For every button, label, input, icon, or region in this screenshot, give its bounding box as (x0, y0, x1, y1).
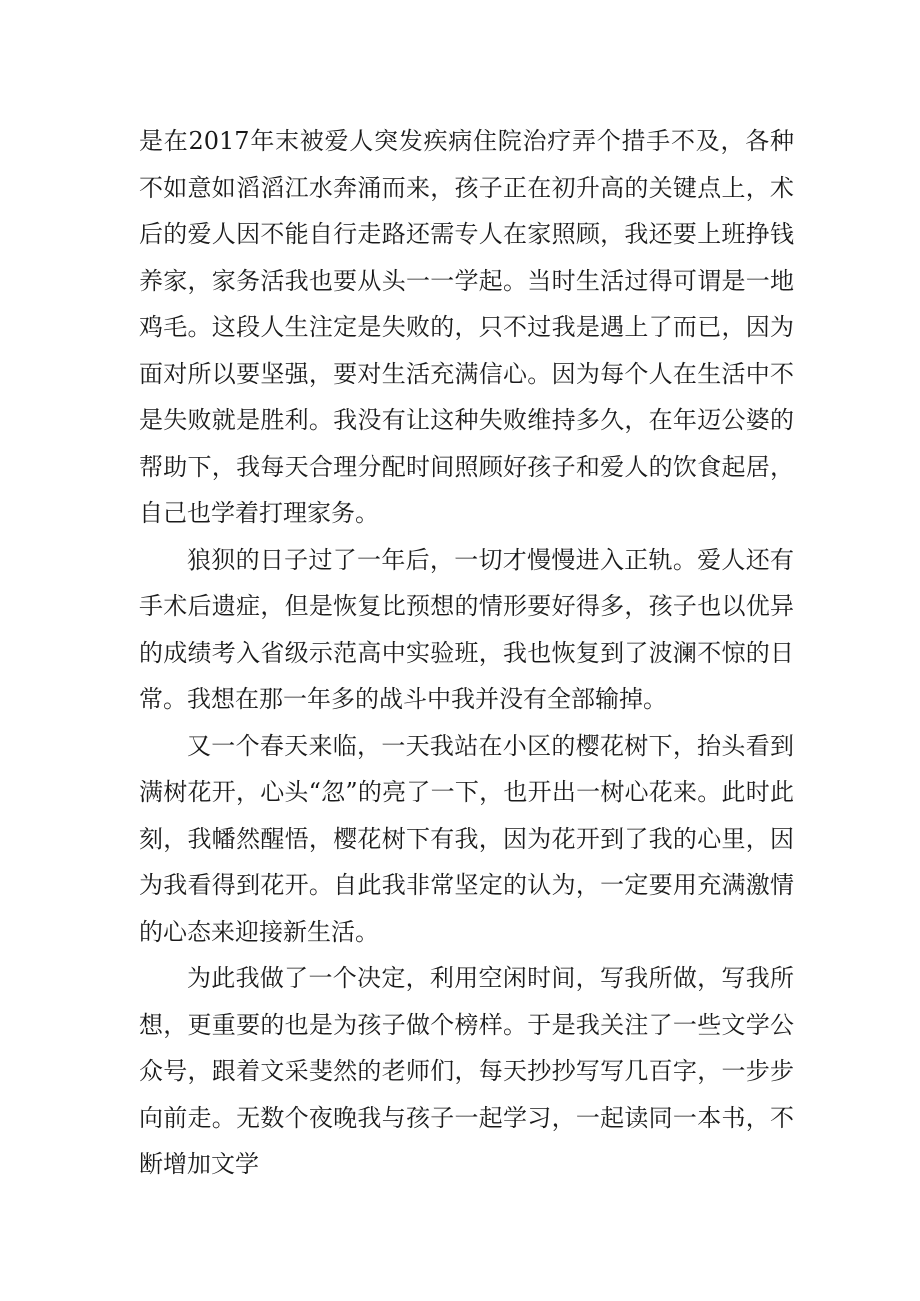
body-text (139, 118, 794, 1188)
paragraph-3: 又一个春天来临，一天我站在小区的樱花树下，抬头看到满树花开，心头“忽”的亮了一下，也开出一树心花来。此时此刻，我幡然醒悟，樱花树下有我，因为花开到了我的心里，因为我看得到花开。自此我非常坚定的认为，一定要用充满激情的心态来迎接新生活。 (139, 731, 794, 946)
paragraph-4: 为此我做了一个决定，利用空闲时间，写我所做，写我所想，更重要的也是为孩子做个榜样。于是我关注了一些文学公众号，跟着文采斐然的老师们，每天抄抄写写几百字，一步步向前走。无数个夜晚我与孩子一起学习，一起读同一本书，不断增加文学 (139, 964, 794, 1178)
paragraph-1: 是在2017年末被爱人突发疾病住院治疗弄个措手不及，各种不如意如滔滔江水奔涌而来，孩子正在初升高的关键点上，术后的爱人因不能自行走路还需专人在家照顾，我还要上班挣钱养家，家务活我也要从头一一学起。当时生活过得可谓是一地鸡毛。这段人生注定是失败的，只不过我是遇上了而已，因为面对所以要坚强，要对生活充满信心。因为每个人在生活中不是失败就是胜利。我没有让这种失败维持多久，在年迈公婆的帮助下，我每天合理分配时间照顾好孩子和爱人的饮食起居，自己也学着打理家务。 (139, 127, 794, 527)
paragraph-2: 狼狈的日子过了一年后，一切才慢慢进入正轨。爱人还有手术后遗症，但是恢复比预想的情形要好得多，孩子也以优异的成绩考入省级示范高中实验班，我也恢复到了波澜不惊的日常。我想在那一年多的战斗中我并没有全部输掉。 (139, 545, 794, 713)
